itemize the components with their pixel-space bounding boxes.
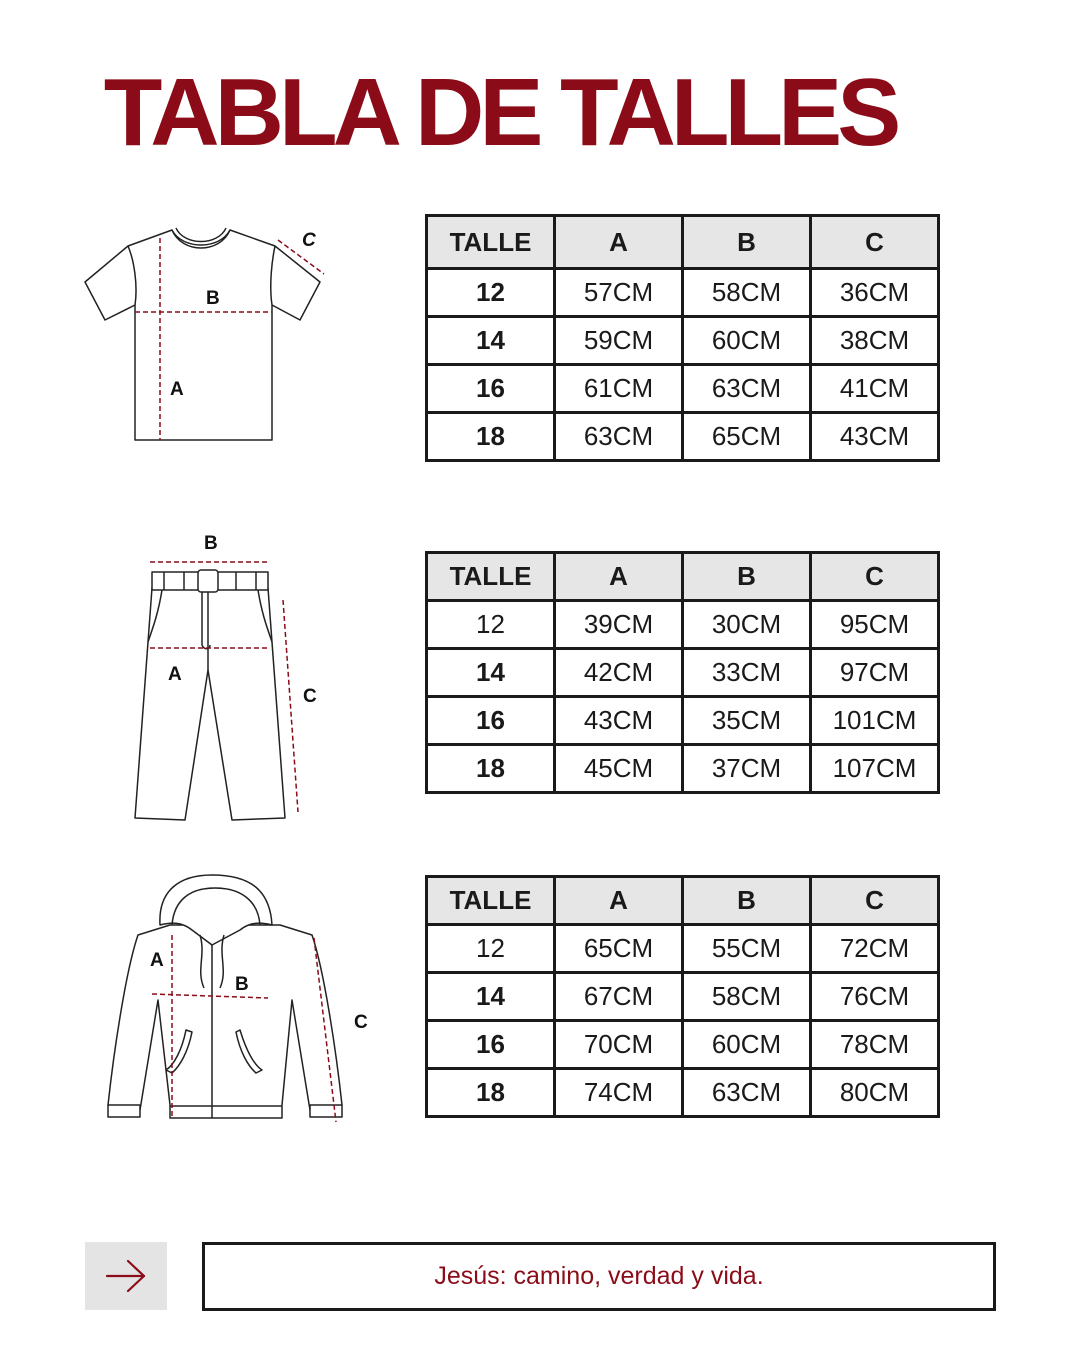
measure-c-cell: 107CM bbox=[811, 745, 939, 793]
measure-c-cell: 72CM bbox=[811, 925, 939, 973]
header-b: B bbox=[683, 216, 811, 269]
table-row bbox=[427, 365, 939, 413]
header-a: A bbox=[555, 553, 683, 601]
table-row bbox=[427, 269, 939, 317]
measure-b-cell: 35CM bbox=[683, 697, 811, 745]
talle-cell: 18 bbox=[427, 413, 555, 461]
table-row bbox=[427, 973, 939, 1021]
header-b: B bbox=[683, 553, 811, 601]
motto-text: Jesús: camino, verdad y vida. bbox=[434, 1262, 764, 1290]
measure-c-cell: 38CM bbox=[811, 317, 939, 365]
pants-size-table bbox=[425, 551, 940, 794]
header-b: B bbox=[683, 877, 811, 925]
measure-b-cell: 33CM bbox=[683, 649, 811, 697]
header-c: C bbox=[811, 877, 939, 925]
measure-b-cell: 65CM bbox=[683, 413, 811, 461]
measure-a-cell: 57CM bbox=[555, 269, 683, 317]
measure-a-cell: 43CM bbox=[555, 697, 683, 745]
measure-a-cell: 61CM bbox=[555, 365, 683, 413]
talle-cell: 12 bbox=[427, 601, 555, 649]
measure-c-cell: 97CM bbox=[811, 649, 939, 697]
shirt-size-table bbox=[425, 214, 940, 462]
measure-a-cell: 65CM bbox=[555, 925, 683, 973]
table-row bbox=[427, 317, 939, 365]
shirt-label-a: A bbox=[170, 379, 184, 400]
header-talle: TALLE bbox=[427, 216, 555, 269]
measure-c-cell: 43CM bbox=[811, 413, 939, 461]
measure-b-cell: 30CM bbox=[683, 601, 811, 649]
hoodie-diagram bbox=[100, 870, 390, 1130]
talle-cell: 16 bbox=[427, 1021, 555, 1069]
measure-a-cell: 63CM bbox=[555, 413, 683, 461]
pants-diagram bbox=[130, 530, 330, 830]
measure-a-cell: 45CM bbox=[555, 745, 683, 793]
measure-c-cell: 101CM bbox=[811, 697, 939, 745]
table-header-row bbox=[427, 216, 939, 269]
header-talle: TALLE bbox=[427, 877, 555, 925]
tshirt-diagram bbox=[80, 220, 340, 450]
talle-cell: 18 bbox=[427, 745, 555, 793]
measure-b-cell: 60CM bbox=[683, 1021, 811, 1069]
measure-b-cell: 63CM bbox=[683, 365, 811, 413]
hoodie-size-table bbox=[425, 875, 940, 1118]
header-talle: TALLE bbox=[427, 553, 555, 601]
measure-c-cell: 41CM bbox=[811, 365, 939, 413]
measure-c-cell: 80CM bbox=[811, 1069, 939, 1117]
measure-b-cell: 60CM bbox=[683, 317, 811, 365]
page-title: TABLA DE TALLES bbox=[103, 59, 897, 166]
table-row bbox=[427, 601, 939, 649]
table-row bbox=[427, 1021, 939, 1069]
header-a: A bbox=[555, 877, 683, 925]
measure-a-cell: 42CM bbox=[555, 649, 683, 697]
header-a: A bbox=[555, 216, 683, 269]
measure-c-cell: 76CM bbox=[811, 973, 939, 1021]
arrow-right-icon bbox=[104, 1259, 148, 1293]
shirt-label-c: C bbox=[302, 230, 316, 251]
talle-cell: 16 bbox=[427, 697, 555, 745]
talle-cell: 14 bbox=[427, 649, 555, 697]
talle-cell: 14 bbox=[427, 973, 555, 1021]
hoodie-label-a: A bbox=[150, 950, 164, 971]
table-header-row bbox=[427, 877, 939, 925]
measure-c-cell: 78CM bbox=[811, 1021, 939, 1069]
measure-b-cell: 58CM bbox=[683, 973, 811, 1021]
measure-a-cell: 59CM bbox=[555, 317, 683, 365]
measure-b-cell: 63CM bbox=[683, 1069, 811, 1117]
hoodie-label-b: B bbox=[235, 974, 249, 995]
table-row bbox=[427, 1069, 939, 1117]
talle-cell: 12 bbox=[427, 269, 555, 317]
shirt-label-b: B bbox=[206, 288, 220, 309]
talle-cell: 14 bbox=[427, 317, 555, 365]
measure-a-cell: 74CM bbox=[555, 1069, 683, 1117]
header-c: C bbox=[811, 553, 939, 601]
header-c: C bbox=[811, 216, 939, 269]
measure-b-cell: 55CM bbox=[683, 925, 811, 973]
table-row bbox=[427, 745, 939, 793]
measure-a-cell: 70CM bbox=[555, 1021, 683, 1069]
measure-a-cell: 39CM bbox=[555, 601, 683, 649]
measure-b-cell: 37CM bbox=[683, 745, 811, 793]
motto-banner bbox=[202, 1242, 996, 1311]
measure-c-cell: 95CM bbox=[811, 601, 939, 649]
measure-c-cell: 36CM bbox=[811, 269, 939, 317]
hoodie-label-c: C bbox=[354, 1012, 368, 1033]
table-row bbox=[427, 925, 939, 973]
pants-label-c: C bbox=[303, 686, 317, 707]
table-row bbox=[427, 413, 939, 461]
next-button[interactable] bbox=[85, 1242, 167, 1310]
measure-b-cell: 58CM bbox=[683, 269, 811, 317]
talle-cell: 12 bbox=[427, 925, 555, 973]
pants-label-b: B bbox=[204, 533, 218, 554]
table-row bbox=[427, 649, 939, 697]
talle-cell: 16 bbox=[427, 365, 555, 413]
table-header-row bbox=[427, 553, 939, 601]
table-row bbox=[427, 697, 939, 745]
talle-cell: 18 bbox=[427, 1069, 555, 1117]
measure-a-cell: 67CM bbox=[555, 973, 683, 1021]
pants-label-a: A bbox=[168, 664, 182, 685]
